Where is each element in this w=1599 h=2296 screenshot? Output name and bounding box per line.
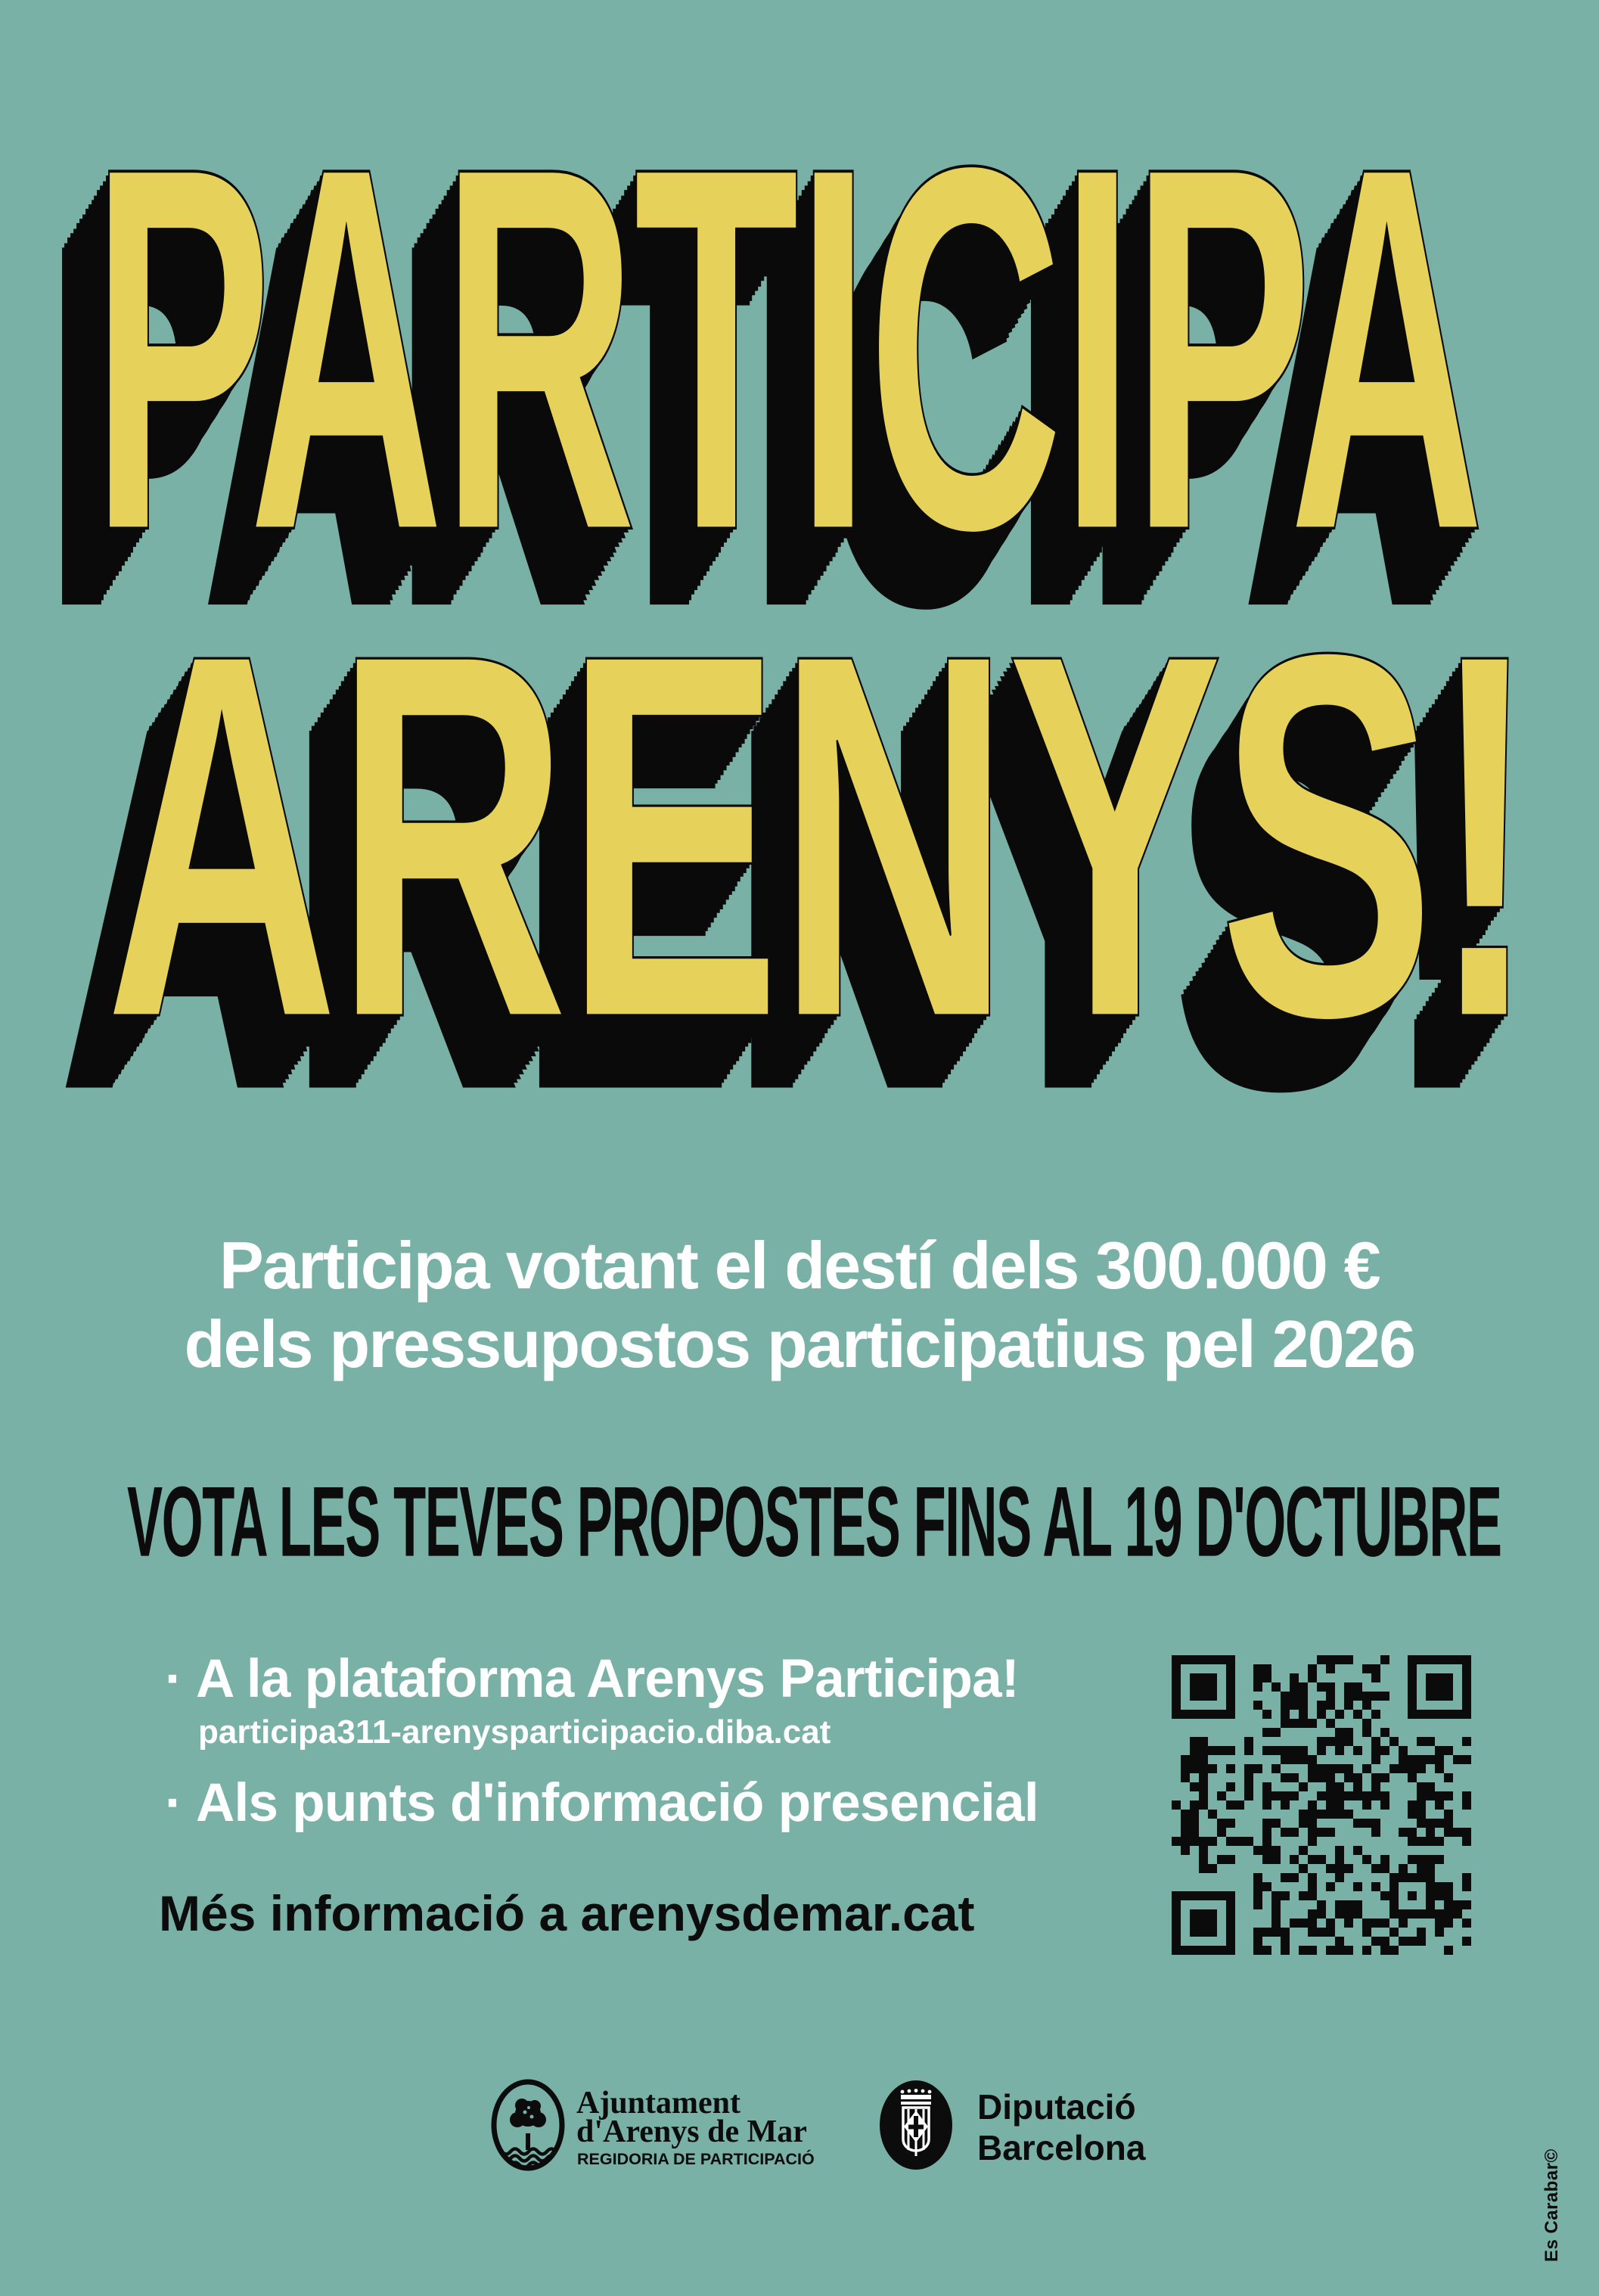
title-line-1: PARTICIPA: [91, 59, 1482, 639]
bullet-dot: ·: [165, 1649, 182, 1709]
intro-line-1: Participa votant el destí dels 300.000 €: [219, 1228, 1380, 1303]
diputacio-name-line-2: Barcelona: [977, 2128, 1146, 2167]
ajuntament-name-line-2: d'Arenys de Mar: [576, 2114, 807, 2149]
deadline-headline: VOTA LES TEVES PROPOSTES FINS AL 19 D'OCTUBRE: [127, 1466, 1501, 1578]
qr-code-image: [1172, 1655, 1471, 1955]
ajuntament-name-line-1: Ajuntament: [576, 2086, 741, 2120]
intro-line-2: dels pressupostos participatius pel 2026: [184, 1306, 1415, 1381]
bullet-text-platform: A la plataforma Arenys Participa!: [195, 1649, 1019, 1709]
bullet-text-info-points: Als punts d'informació presencial: [195, 1773, 1039, 1833]
intro-paragraph: [0, 1226, 1599, 1384]
bullet-item-info-points: [165, 1773, 1039, 1833]
ajuntament-crest-icon: [491, 2079, 565, 2175]
diputacio-crest-icon: [880, 2080, 952, 2173]
bullet-item-platform: [165, 1649, 1019, 1709]
bullet-dot: ·: [165, 1773, 182, 1833]
more-info-text: Més informació a arenysdemar.cat: [159, 1885, 975, 1941]
diputacio-name-line-1: Diputació: [977, 2087, 1136, 2127]
qr-code: [1172, 1655, 1471, 1955]
platform-url-text: participa311-arenysparticipacio.diba.cat: [198, 1713, 831, 1751]
ajuntament-department: REGIDORIA DE PARTICIPACIÓ: [577, 2150, 815, 2168]
title-line-2: ARENYS!: [104, 547, 1535, 1126]
studio-credit: Es Carabar©: [1542, 2148, 1562, 2262]
